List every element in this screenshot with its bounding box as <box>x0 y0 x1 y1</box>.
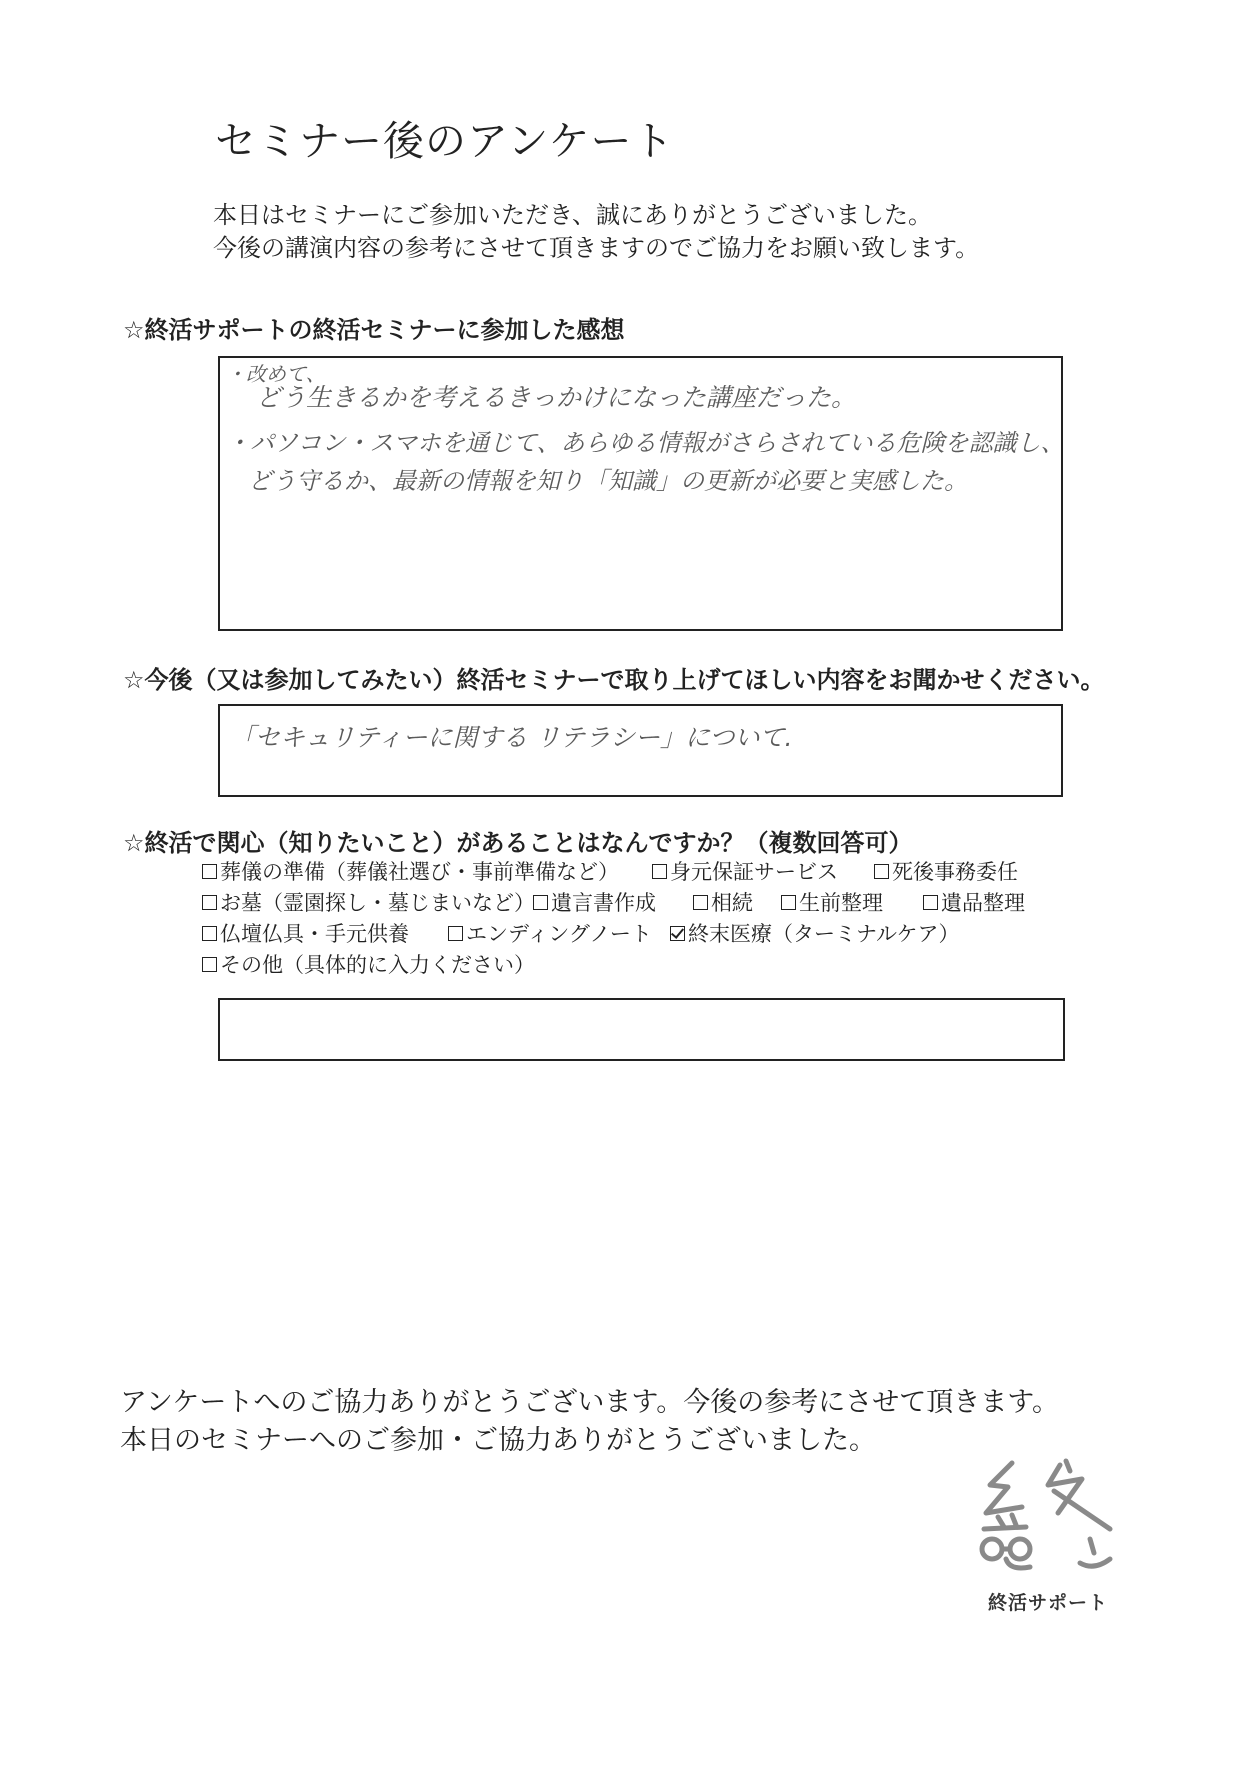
organization-name: 終活サポート <box>988 1592 1109 1614</box>
option-ending-note[interactable] <box>448 918 652 948</box>
checkbox[interactable] <box>923 895 938 910</box>
answer-line: ・改めて、 <box>226 362 326 386</box>
option-label: 相続 <box>711 891 753 915</box>
answer-line: どう守るか、最新の情報を知り「知識」の更新が必要と実感した。 <box>248 467 968 495</box>
checkbox[interactable] <box>202 864 217 879</box>
option-label: 仏壇仏具・手元供養 <box>220 922 409 946</box>
checkbox[interactable] <box>874 864 889 879</box>
option-label: 死後事務委任 <box>892 860 1018 884</box>
option-label: 終末医療（ターミナルケア） <box>688 922 960 946</box>
checkbox-checked[interactable] <box>670 926 685 941</box>
option-label: お墓（霊園探し・墓じまいなど） <box>220 891 535 915</box>
checkbox[interactable] <box>202 926 217 941</box>
checkbox[interactable] <box>202 895 217 910</box>
option-will[interactable] <box>533 887 656 917</box>
page-title: セミナー後のアンケート <box>215 117 675 165</box>
closing-line-2: 本日のセミナーへのご参加・ご協力ありがとうございました。 <box>120 1425 876 1456</box>
answer-text: 「セキュリティーに関する リテラシー」について. <box>230 723 793 752</box>
option-label: エンディングノート <box>466 922 652 946</box>
option-label: 生前整理 <box>799 891 883 915</box>
checkbox[interactable] <box>202 957 217 972</box>
option-label: その他（具体的に入力ください） <box>220 953 535 977</box>
checkbox[interactable] <box>693 895 708 910</box>
checkbox[interactable] <box>781 895 796 910</box>
option-label: 葬儀の準備（葬儀社選び・事前準備など） <box>220 860 619 884</box>
shukatsu-logo-icon <box>970 1455 1140 1580</box>
option-label: 身元保証サービス <box>670 860 838 884</box>
answer-line: ・パソコン・スマホを通じて、あらゆる情報がさらされている危険を認識し、 <box>226 429 1065 457</box>
other-answer-box[interactable] <box>218 998 1065 1061</box>
option-inheritance[interactable] <box>693 887 753 917</box>
intro-line-1: 本日はセミナーにご参加いただき、誠にありがとうございました。 <box>213 201 933 229</box>
checkbox[interactable] <box>652 864 667 879</box>
question-3-label: ☆終活で関心（知りたいこと）があることはなんですか？（複数回答可） <box>123 829 913 857</box>
option-downsizing[interactable] <box>781 887 883 917</box>
checkbox[interactable] <box>448 926 463 941</box>
option-label: 遺言書作成 <box>551 891 656 915</box>
question-2-label: ☆今後（又は参加してみたい）終活セミナーで取り上げてほしい内容をお聞かせください。 <box>123 666 1105 694</box>
option-label: 遺品整理 <box>941 891 1025 915</box>
option-identity-guarantee[interactable] <box>652 856 838 886</box>
option-belongings[interactable] <box>923 887 1025 917</box>
option-terminal-care[interactable] <box>670 918 960 948</box>
option-posthumous-affairs[interactable] <box>874 856 1018 886</box>
option-altar[interactable] <box>202 918 409 948</box>
question-1-label: ☆終活サポートの終活セミナーに参加した感想 <box>123 316 625 344</box>
option-other[interactable] <box>202 949 535 979</box>
checkbox[interactable] <box>533 895 548 910</box>
option-funeral-prep[interactable] <box>202 856 619 886</box>
question-2-answer-box[interactable] <box>218 704 1063 797</box>
answer-line: どう生きるかを考えるきっかけになった講座だった。 <box>256 383 857 412</box>
intro-line-2: 今後の講演内容の参考にさせて頂きますのでご協力をお願い致します。 <box>213 234 980 262</box>
closing-line-1: アンケートへのご協力ありがとうございます。今後の参考にさせて頂きます。 <box>120 1387 1060 1418</box>
question-1-answer-box[interactable] <box>218 356 1063 631</box>
option-grave[interactable] <box>202 887 535 917</box>
